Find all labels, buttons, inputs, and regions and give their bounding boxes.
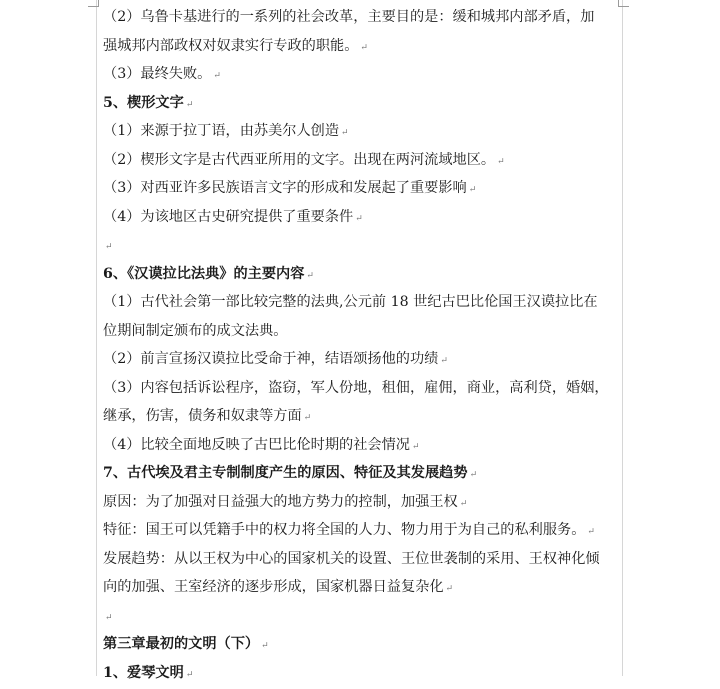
text-line: [103, 3, 615, 32]
paragraph-mark-icon: ↵: [445, 584, 454, 594]
text-line: [103, 117, 615, 146]
line-text: 发展趋势：从以王权为中心的国家机关的设置、王位世袭制的采用、王权神化倾: [103, 550, 600, 567]
line-text: （1）来源于拉丁语，由苏美尔人创造: [103, 123, 340, 139]
paragraph-mark-icon: ↵: [185, 99, 194, 110]
line-text: 特征：国王可以凭籍手中的权力将全国的人力、物力用于为自己的私利服务。: [103, 522, 586, 538]
margin-corner-mark-left: [88, 0, 99, 7]
line-text: 原因：为了加强对日益强大的地方势力的控制，加强王权: [103, 493, 458, 510]
line-text: 向的加强、王室经济的逐步形成，国家机器日益复杂化: [103, 579, 444, 595]
heading-line: [103, 630, 615, 659]
paragraph-mark-icon: ↵: [105, 612, 113, 623]
page-right-edge: [622, 0, 623, 676]
line-text: （2）楔形文字是古代西亚所用的文字。出现在两河流域地区。: [103, 151, 496, 168]
line-text: （1）古代社会第一部比较完整的法典,公元前 18 世纪古巴比伦国王汉谟拉比在: [103, 294, 598, 310]
line-text: 7、古代埃及君主专制制度产生的原因、特征及其发展趋势: [103, 465, 468, 481]
heading-line: [103, 659, 615, 688]
paragraph-mark-icon: ↵: [411, 441, 420, 452]
line-text: （3）最终失败。: [103, 66, 212, 82]
text-line: [103, 402, 615, 431]
line-text: 6、《汉谟拉比法典》的主要内容: [103, 265, 305, 282]
paragraph-mark-icon: ↵: [303, 413, 312, 423]
paragraph-mark-icon: ↵: [261, 641, 269, 651]
document-body: [103, 3, 615, 687]
line-text: 第三章最初的文明（下）: [103, 636, 260, 652]
line-text: （4）为该地区古史研究提供了重要条件: [103, 208, 354, 225]
text-line: [103, 203, 615, 232]
paragraph-mark-icon: ↵: [360, 42, 368, 53]
line-text: （2）乌鲁卡基进行的一系列的社会改革，主要目的是：缓和城邦内部矛盾，加: [103, 9, 595, 25]
heading-line: [103, 89, 615, 118]
paragraph-mark-icon: ↵: [497, 156, 505, 167]
paragraph-mark-icon: ↵: [469, 470, 478, 480]
heading-line: [103, 459, 615, 488]
paragraph-mark-icon: ↵: [105, 242, 113, 252]
paragraph-mark-icon: ↵: [468, 185, 477, 195]
text-line: [103, 345, 615, 374]
text-line: [103, 60, 615, 89]
text-line: [103, 431, 615, 460]
text-line: [103, 174, 615, 203]
paragraph-mark-icon: ↵: [341, 128, 349, 138]
line-text: （3）对西亚许多民族语言文字的形成和发展起了重要影响: [103, 180, 467, 196]
paragraph-mark-icon: ↵: [185, 669, 194, 680]
line-text: （2）前言宣扬汉谟拉比受命于神，结语颂扬他的功绩: [103, 351, 439, 367]
paragraph-mark-icon: ↵: [306, 270, 314, 281]
line-text: 1、爱琴文明: [103, 664, 184, 681]
text-line: [103, 32, 615, 61]
line-text: 位期间制定颁布的成文法典。: [103, 322, 288, 339]
text-line: [103, 374, 615, 403]
text-line: [103, 545, 615, 574]
margin-corner-mark-right: [618, 0, 629, 7]
paragraph-mark-icon: ↵: [440, 356, 448, 366]
paragraph-mark-icon: ↵: [587, 527, 595, 537]
line-text: 5、楔形文字: [103, 94, 184, 111]
paragraph-mark-icon: ↵: [213, 71, 221, 81]
empty-line: [103, 602, 615, 631]
empty-line: [103, 231, 615, 260]
paragraph-mark-icon: ↵: [459, 498, 468, 509]
text-line: [103, 516, 615, 545]
line-text: 继承，伤害，债务和奴隶等方面: [103, 408, 302, 424]
page-left-edge: [96, 0, 97, 676]
heading-line: [103, 260, 615, 289]
text-line: [103, 146, 615, 175]
text-line: [103, 288, 615, 317]
text-line: [103, 573, 615, 602]
line-text: （4）比较全面地反映了古巴比伦时期的社会情况: [103, 436, 410, 453]
paragraph-mark-icon: ↵: [355, 213, 363, 224]
text-line: [103, 317, 615, 346]
line-text: 强城邦内部政权对奴隶实行专政的职能。: [103, 37, 359, 54]
line-text: （3）内容包括诉讼程序，盗窃，军人份地，租佃，雇佣，商业，高利贷，婚姻，: [103, 379, 609, 396]
text-line: [103, 488, 615, 517]
